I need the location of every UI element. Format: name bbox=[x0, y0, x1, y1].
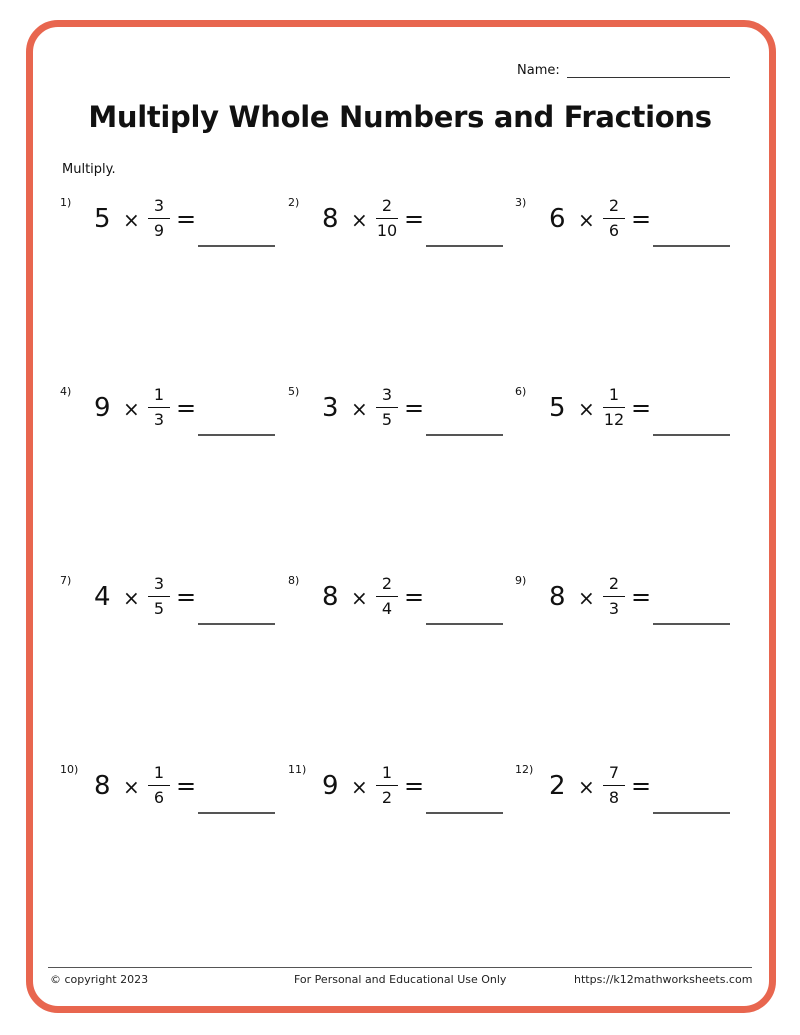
numerator: 2 bbox=[608, 574, 620, 593]
whole-number: 6 bbox=[549, 204, 566, 234]
fraction-bar bbox=[603, 407, 625, 408]
problem-number: 6) bbox=[515, 385, 527, 398]
fraction-bar bbox=[376, 596, 398, 597]
denominator: 10 bbox=[376, 221, 398, 240]
times-sign: × bbox=[123, 775, 140, 799]
fraction bbox=[601, 763, 627, 808]
footer-url: https://k12mathworksheets.com bbox=[574, 973, 753, 986]
times-sign: × bbox=[123, 208, 140, 232]
problem bbox=[288, 574, 516, 654]
whole-number: 8 bbox=[322, 582, 339, 612]
page-border bbox=[26, 20, 776, 1013]
denominator: 4 bbox=[381, 599, 393, 618]
numerator: 2 bbox=[381, 574, 393, 593]
problem-number: 11) bbox=[288, 763, 307, 776]
problem-number: 4) bbox=[60, 385, 72, 398]
answer-blank[interactable] bbox=[653, 245, 730, 247]
denominator: 6 bbox=[153, 788, 165, 807]
times-sign: × bbox=[351, 397, 368, 421]
denominator: 12 bbox=[603, 410, 625, 429]
fraction bbox=[601, 574, 627, 619]
whole-number: 5 bbox=[94, 204, 111, 234]
problem-number: 12) bbox=[515, 763, 534, 776]
problem bbox=[288, 385, 516, 465]
fraction bbox=[146, 763, 172, 808]
answer-blank[interactable] bbox=[653, 812, 730, 814]
denominator: 2 bbox=[381, 788, 393, 807]
answer-blank[interactable] bbox=[653, 434, 730, 436]
problem-number: 2) bbox=[288, 196, 300, 209]
whole-number: 5 bbox=[549, 393, 566, 423]
problem-number: 1) bbox=[60, 196, 72, 209]
fraction bbox=[601, 385, 627, 430]
name-field[interactable] bbox=[567, 77, 730, 78]
times-sign: × bbox=[351, 775, 368, 799]
numerator: 2 bbox=[381, 196, 393, 215]
fraction-bar bbox=[148, 407, 170, 408]
problem bbox=[515, 385, 743, 465]
fraction bbox=[374, 574, 400, 619]
denominator: 3 bbox=[153, 410, 165, 429]
fraction-bar bbox=[148, 785, 170, 786]
times-sign: × bbox=[123, 397, 140, 421]
whole-number: 8 bbox=[322, 204, 339, 234]
problem-number: 8) bbox=[288, 574, 300, 587]
fraction-bar bbox=[376, 785, 398, 786]
numerator: 7 bbox=[608, 763, 620, 782]
denominator: 3 bbox=[608, 599, 620, 618]
answer-blank[interactable] bbox=[426, 623, 503, 625]
fraction bbox=[146, 385, 172, 430]
whole-number: 9 bbox=[94, 393, 111, 423]
fraction-bar bbox=[376, 407, 398, 408]
problem bbox=[60, 763, 288, 843]
footer-divider bbox=[48, 967, 752, 968]
fraction bbox=[146, 196, 172, 241]
problem bbox=[515, 196, 743, 276]
whole-number: 4 bbox=[94, 582, 111, 612]
equals-sign: = bbox=[176, 583, 197, 611]
fraction bbox=[601, 196, 627, 241]
times-sign: × bbox=[351, 586, 368, 610]
numerator: 1 bbox=[381, 763, 393, 782]
fraction-bar bbox=[148, 218, 170, 219]
times-sign: × bbox=[578, 775, 595, 799]
whole-number: 8 bbox=[94, 771, 111, 801]
footer-copyright: © copyright 2023 bbox=[50, 973, 149, 986]
equals-sign: = bbox=[404, 772, 425, 800]
times-sign: × bbox=[351, 208, 368, 232]
whole-number: 2 bbox=[549, 771, 566, 801]
problem-number: 7) bbox=[60, 574, 72, 587]
problem-number: 3) bbox=[515, 196, 527, 209]
times-sign: × bbox=[578, 586, 595, 610]
footer-usage: For Personal and Educational Use Only bbox=[294, 973, 507, 986]
problem-number: 9) bbox=[515, 574, 527, 587]
fraction-bar bbox=[148, 596, 170, 597]
numerator: 2 bbox=[608, 196, 620, 215]
numerator: 3 bbox=[381, 385, 393, 404]
problem-number: 5) bbox=[288, 385, 300, 398]
fraction-bar bbox=[603, 785, 625, 786]
answer-blank[interactable] bbox=[653, 623, 730, 625]
problem bbox=[60, 196, 288, 276]
equals-sign: = bbox=[176, 772, 197, 800]
answer-blank[interactable] bbox=[198, 623, 275, 625]
equals-sign: = bbox=[631, 583, 652, 611]
answer-blank[interactable] bbox=[198, 434, 275, 436]
times-sign: × bbox=[123, 586, 140, 610]
fraction bbox=[374, 385, 400, 430]
fraction-bar bbox=[603, 596, 625, 597]
numerator: 3 bbox=[153, 574, 165, 593]
problem bbox=[288, 196, 516, 276]
equals-sign: = bbox=[404, 394, 425, 422]
answer-blank[interactable] bbox=[198, 812, 275, 814]
problem bbox=[60, 574, 288, 654]
numerator: 1 bbox=[153, 763, 165, 782]
name-label: Name: bbox=[517, 63, 560, 78]
times-sign: × bbox=[578, 397, 595, 421]
numerator: 1 bbox=[153, 385, 165, 404]
equals-sign: = bbox=[631, 394, 652, 422]
page-title: Multiply Whole Numbers and Fractions bbox=[88, 100, 712, 134]
answer-blank[interactable] bbox=[198, 245, 275, 247]
whole-number: 3 bbox=[322, 393, 339, 423]
problem bbox=[515, 574, 743, 654]
answer-blank[interactable] bbox=[426, 434, 503, 436]
fraction-bar bbox=[603, 218, 625, 219]
equals-sign: = bbox=[404, 583, 425, 611]
answer-blank[interactable] bbox=[426, 812, 503, 814]
denominator: 8 bbox=[608, 788, 620, 807]
problem bbox=[288, 763, 516, 843]
denominator: 9 bbox=[153, 221, 165, 240]
problem bbox=[60, 385, 288, 465]
fraction bbox=[374, 196, 400, 241]
problem bbox=[515, 763, 743, 843]
times-sign: × bbox=[578, 208, 595, 232]
equals-sign: = bbox=[631, 772, 652, 800]
fraction bbox=[146, 574, 172, 619]
answer-blank[interactable] bbox=[426, 245, 503, 247]
equals-sign: = bbox=[404, 205, 425, 233]
equals-sign: = bbox=[631, 205, 652, 233]
fraction bbox=[374, 763, 400, 808]
numerator: 1 bbox=[608, 385, 620, 404]
whole-number: 9 bbox=[322, 771, 339, 801]
fraction-bar bbox=[376, 218, 398, 219]
numerator: 3 bbox=[153, 196, 165, 215]
problem-number: 10) bbox=[60, 763, 79, 776]
denominator: 5 bbox=[381, 410, 393, 429]
denominator: 6 bbox=[608, 221, 620, 240]
equals-sign: = bbox=[176, 205, 197, 233]
denominator: 5 bbox=[153, 599, 165, 618]
instructions: Multiply. bbox=[62, 162, 116, 177]
whole-number: 8 bbox=[549, 582, 566, 612]
equals-sign: = bbox=[176, 394, 197, 422]
